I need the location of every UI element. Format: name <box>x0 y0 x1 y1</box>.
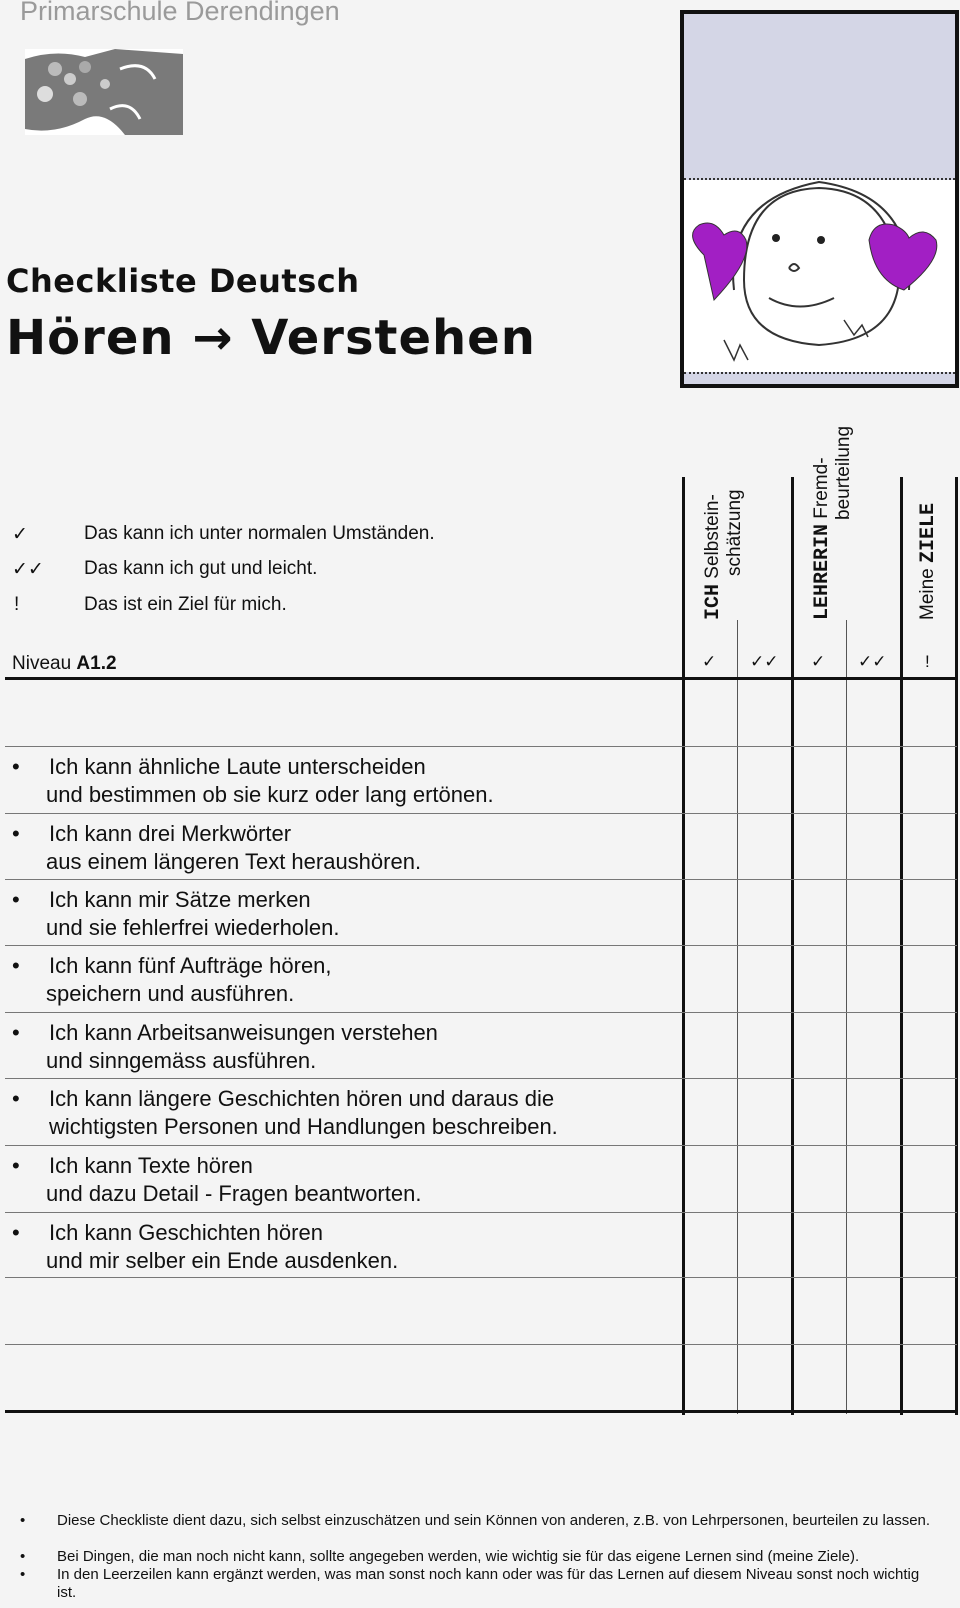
topic-title: Hören → Verstehen <box>6 310 536 366</box>
subcolumn-divider <box>846 620 847 1414</box>
item-line-1: Ich kann Arbeitsanweisungen verstehen <box>49 1020 438 1045</box>
column-divider <box>791 477 794 1415</box>
bullet-icon: • <box>12 1020 20 1045</box>
item-line-2: und mir selber ein Ende ausdenken. <box>46 1248 399 1273</box>
row-divider <box>5 1078 957 1079</box>
mark-ziele: ! <box>925 652 930 671</box>
item-line-1: Ich kann fünf Aufträge hören, <box>49 953 332 978</box>
item-line-2: wichtigsten Personen und Handlungen beschreiben. <box>49 1114 558 1139</box>
legend-text: Das kann ich gut und leicht. <box>84 558 318 579</box>
lehrerin-sub1: Fremd- <box>811 457 832 519</box>
level-label <box>12 653 117 675</box>
item-line-1: Ich kann ähnliche Laute unterscheiden <box>49 754 426 779</box>
subcolumn-divider <box>737 620 738 1414</box>
row-divider <box>5 1344 957 1345</box>
item-line-1: Ich kann längere Geschichten hören und daraus die <box>49 1086 555 1111</box>
listening-child-illustration <box>684 180 955 370</box>
item-line-1: Ich kann Geschichten hören <box>49 1220 323 1245</box>
footer-note-text: In den Leerzeilen kann ergänzt werden, was man sonst noch kann oder was für das Lernen auf diesem Niveau sonst noch wichtig ist. <box>57 1566 920 1601</box>
legend-text: Das ist ein Ziel für mich. <box>84 594 287 615</box>
lehrerin-sub2: beurteilung <box>833 425 854 520</box>
column-divider <box>900 477 903 1415</box>
frame-header-area <box>684 14 955 180</box>
row-divider <box>5 945 957 946</box>
row-divider <box>5 746 957 747</box>
level-label-text: Niveau <box>12 653 77 674</box>
checklist-title: Checkliste Deutsch <box>6 262 360 300</box>
header-rule <box>5 677 957 680</box>
column-header-ziele <box>917 503 939 620</box>
item-line-2: und sinngemäss ausführen. <box>46 1048 317 1073</box>
school-name: Primarschule Derendingen <box>20 0 340 26</box>
bullet-icon: • <box>20 1566 26 1583</box>
item-line-1: Ich kann Texte hören <box>49 1153 253 1178</box>
illustration-frame <box>680 10 959 388</box>
bullet-icon: • <box>20 1548 26 1565</box>
footer-note-text: Bei Dingen, die man noch nicht kann, sollte angegeben werden, wie wichtig sie für das eigene Lernen sind (meine Ziele). <box>57 1548 860 1565</box>
ich-sub2: schätzung <box>724 489 745 576</box>
bullet-icon: • <box>20 1512 26 1529</box>
row-divider <box>5 1212 957 1213</box>
school-logo <box>25 49 183 135</box>
legend-text: Das kann ich unter normalen Umständen. <box>84 523 435 544</box>
row-divider <box>5 879 957 880</box>
column-header-lehrerin <box>811 426 854 620</box>
bullet-icon: • <box>12 1220 20 1245</box>
column-divider <box>955 477 958 1415</box>
mark-ich-one: ✓ <box>702 652 717 671</box>
legend-symbol: ✓ <box>12 524 28 545</box>
mark-lehrerin-two: ✓✓ <box>858 652 887 671</box>
bullet-icon: • <box>12 1086 20 1111</box>
row-divider <box>5 1145 957 1146</box>
ziele-label: ZIELE <box>917 502 940 563</box>
item-line-2: aus einem längeren Text heraushören. <box>46 849 422 874</box>
mark-ich-two: ✓✓ <box>750 652 779 671</box>
table-bottom-rule <box>5 1410 957 1413</box>
row-divider <box>5 1277 957 1278</box>
bullet-icon: • <box>12 821 20 846</box>
bullet-icon: • <box>12 754 20 779</box>
bullet-icon: • <box>12 887 20 912</box>
column-header-ich <box>702 489 745 620</box>
bullet-icon: • <box>12 1153 20 1178</box>
column-divider <box>682 477 685 1415</box>
row-divider <box>5 1012 957 1013</box>
frame-footer-area <box>684 372 955 384</box>
level-value: A1.2 <box>76 653 117 674</box>
bullet-icon: • <box>12 953 20 978</box>
item-line-1: Ich kann mir Sätze merken <box>49 887 311 912</box>
ich-label: ICH <box>702 583 725 620</box>
footer-note-text: Diese Checkliste dient dazu, sich selbst einzuschätzen und sein Können von anderen, z.B. von Lehrpersonen, beurteilen zu lassen. <box>57 1512 931 1529</box>
mark-lehrerin-one: ✓ <box>811 652 826 671</box>
legend-symbol: ! <box>14 594 20 615</box>
lehrerin-label: LEHRERIN <box>811 523 834 620</box>
item-line-2: und sie fehlerfrei wiederholen. <box>46 915 340 940</box>
row-divider <box>5 813 957 814</box>
ich-sub1: Selbstein- <box>702 494 723 579</box>
legend-symbol: ✓✓ <box>12 559 44 580</box>
item-line-2: und dazu Detail - Fragen beantworten. <box>46 1181 422 1206</box>
item-line-1: Ich kann drei Merkwörter <box>49 821 292 846</box>
ziele-prefix: Meine <box>917 562 938 620</box>
item-line-2: speichern und ausführen. <box>46 981 295 1006</box>
item-line-2: und bestimmen ob sie kurz oder lang ertönen. <box>46 782 494 807</box>
